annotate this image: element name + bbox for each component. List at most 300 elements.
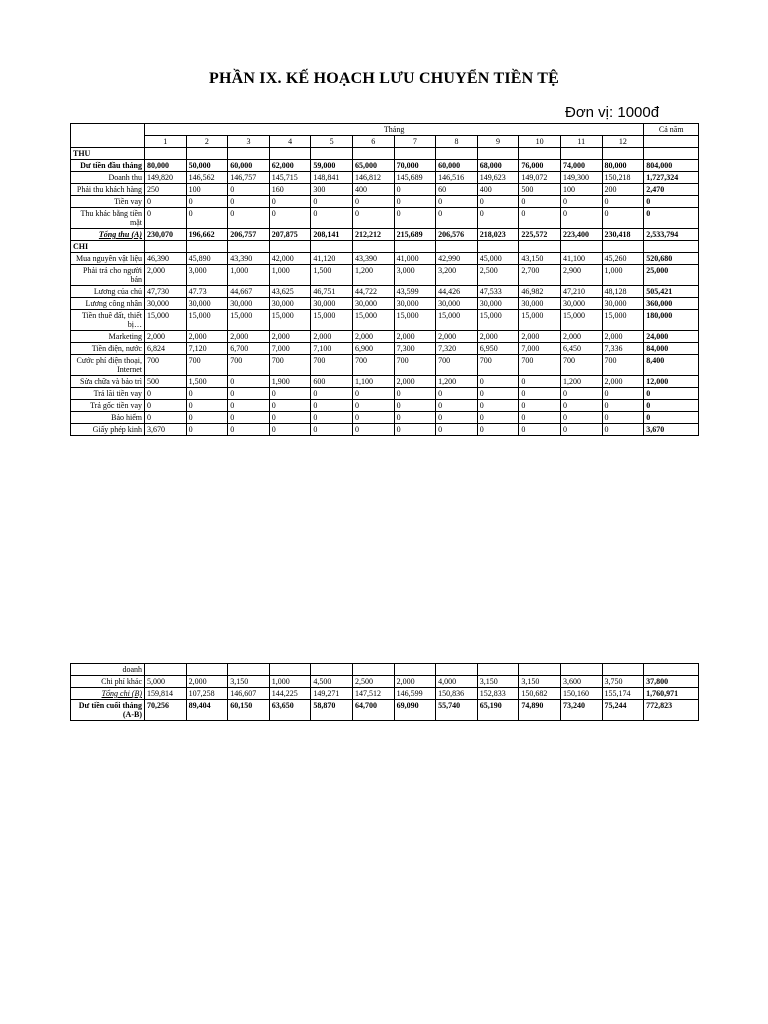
- table-cell: 2,000: [436, 331, 478, 343]
- table-cell: 206,576: [436, 229, 478, 241]
- row-label: [71, 355, 145, 376]
- table-cell: 149,300: [560, 172, 602, 184]
- table-cell: 80,000: [602, 160, 644, 172]
- table-cell: 146,516: [436, 172, 478, 184]
- table-cell: 58,870: [311, 700, 353, 721]
- row-label-text: Sửa chữa và bảo trì: [80, 377, 142, 386]
- table-cell: 30,000: [186, 298, 228, 310]
- table-cell: 2,000: [560, 331, 602, 343]
- table-cell: 15,000: [228, 310, 270, 331]
- table-cell: 45,260: [602, 253, 644, 265]
- table-cell: 0: [186, 424, 228, 436]
- table-cell: 0: [519, 412, 561, 424]
- table-cell: 47,730: [145, 286, 187, 298]
- table-cell: 700: [394, 355, 436, 376]
- empty-cell: [352, 241, 394, 253]
- table-cell: 2,000: [394, 676, 436, 688]
- year-total-cell: [644, 664, 699, 676]
- table-cell: 6,450: [560, 343, 602, 355]
- table-cell: 7,300: [394, 343, 436, 355]
- table-cell: 0: [602, 388, 644, 400]
- table-cell: [436, 664, 478, 676]
- row-label-text: Dư tiền cuối tháng (A-B): [78, 701, 142, 719]
- table-cell: 2,000: [477, 331, 519, 343]
- table-cell: 2,900: [560, 265, 602, 286]
- table-cell: 43,390: [352, 253, 394, 265]
- table-cell: 15,000: [352, 310, 394, 331]
- year-total-cell: 772,823: [644, 700, 699, 721]
- table-cell: 0: [228, 196, 270, 208]
- table-row: [71, 400, 699, 412]
- table-row: [71, 253, 699, 265]
- table-cell: 30,000: [311, 298, 353, 310]
- table-cell: 41,120: [311, 253, 353, 265]
- year-total-cell: 25,000: [644, 265, 699, 286]
- table-cell: 44,426: [436, 286, 478, 298]
- table-cell: 0: [186, 400, 228, 412]
- table-row: [71, 676, 699, 688]
- table-cell: [602, 664, 644, 676]
- table-cell: 400: [352, 184, 394, 196]
- table-cell: 160: [269, 184, 311, 196]
- table-cell: 30,000: [269, 298, 311, 310]
- row-label: [71, 229, 145, 241]
- table-row: [71, 412, 699, 424]
- table-cell: [311, 664, 353, 676]
- table-cell: 2,000: [186, 331, 228, 343]
- table-cell: 2,000: [311, 331, 353, 343]
- table-row: [71, 265, 699, 286]
- table-cell: 0: [186, 196, 228, 208]
- table-cell: 0: [311, 196, 353, 208]
- table-cell: 0: [602, 424, 644, 436]
- table-cell: 3,150: [519, 676, 561, 688]
- table-cell: 144,225: [269, 688, 311, 700]
- table-cell: 43,625: [269, 286, 311, 298]
- table-cell: 159,814: [145, 688, 187, 700]
- month-number: 10: [519, 136, 561, 148]
- year-total-cell: 1,760,971: [644, 688, 699, 700]
- table-row: [71, 331, 699, 343]
- table-cell: 3,150: [477, 676, 519, 688]
- table-row: [71, 184, 699, 196]
- table-cell: 0: [477, 412, 519, 424]
- table-cell: 0: [394, 400, 436, 412]
- row-label: [71, 424, 145, 436]
- row-label: [71, 664, 145, 676]
- table-cell: 65,000: [352, 160, 394, 172]
- table-cell: 4,000: [436, 676, 478, 688]
- table-cell: 700: [311, 355, 353, 376]
- empty-cell: [311, 241, 353, 253]
- table-cell: 0: [560, 208, 602, 229]
- row-label: [71, 676, 145, 688]
- table-cell: [269, 664, 311, 676]
- month-number: 5: [311, 136, 353, 148]
- table-cell: 0: [519, 424, 561, 436]
- table-cell: 3,200: [436, 265, 478, 286]
- year-total-cell: 0: [644, 388, 699, 400]
- empty-cell: [644, 241, 699, 253]
- empty-cell: [311, 148, 353, 160]
- empty-cell: [228, 148, 270, 160]
- table-cell: 3,150: [228, 676, 270, 688]
- table-cell: 46,390: [145, 253, 187, 265]
- table-cell: 146,562: [186, 172, 228, 184]
- table-cell: 70,256: [145, 700, 187, 721]
- table-cell: 146,607: [228, 688, 270, 700]
- table-cell: 70,000: [394, 160, 436, 172]
- table-cell: 0: [436, 196, 478, 208]
- table-cell: 43,599: [394, 286, 436, 298]
- table-cell: 1,200: [436, 376, 478, 388]
- table-cell: 44,722: [352, 286, 394, 298]
- table-cell: 150,836: [436, 688, 478, 700]
- table-cell: 4,500: [311, 676, 353, 688]
- table-cell: 0: [394, 208, 436, 229]
- row-label: [71, 400, 145, 412]
- table-cell: 48,128: [602, 286, 644, 298]
- month-number: 3: [228, 136, 270, 148]
- row-label-text: Lương của chủ: [93, 287, 142, 296]
- row-label-text: Thu khác bằng tiền mặt: [80, 209, 142, 227]
- month-number: 9: [477, 136, 519, 148]
- table-cell: 0: [269, 208, 311, 229]
- row-label: [71, 160, 145, 172]
- month-number-row: [71, 136, 699, 148]
- empty-cell: [477, 241, 519, 253]
- row-label: [71, 265, 145, 286]
- table-cell: 73,240: [560, 700, 602, 721]
- year-total-cell: 0: [644, 400, 699, 412]
- table-cell: 30,000: [519, 298, 561, 310]
- table-cell: 0: [394, 196, 436, 208]
- table-row: [71, 343, 699, 355]
- table-cell: 148,841: [311, 172, 353, 184]
- table-cell: 7,000: [519, 343, 561, 355]
- table-cell: 149,820: [145, 172, 187, 184]
- table-cell: 2,000: [145, 331, 187, 343]
- table-cell: 6,700: [228, 343, 270, 355]
- year-total-cell: 84,000: [644, 343, 699, 355]
- row-label: [71, 343, 145, 355]
- table-row: [71, 286, 699, 298]
- table-row: [71, 172, 699, 184]
- table-cell: 0: [436, 388, 478, 400]
- table-cell: 80,000: [145, 160, 187, 172]
- table-cell: 0: [228, 208, 270, 229]
- table-cell: [560, 664, 602, 676]
- table-cell: 30,000: [477, 298, 519, 310]
- table-cell: 0: [477, 376, 519, 388]
- table-cell: 0: [519, 400, 561, 412]
- section-row-thu: [71, 148, 699, 160]
- table-cell: 223,400: [560, 229, 602, 241]
- row-label-text: doanh: [122, 665, 142, 674]
- table-cell: 0: [477, 208, 519, 229]
- cash-flow-table: [70, 123, 699, 436]
- row-label: [71, 688, 145, 700]
- table-cell: 0: [228, 412, 270, 424]
- table-row: [71, 298, 699, 310]
- empty-cell: [560, 148, 602, 160]
- row-label-text: Tổng chi (B): [101, 689, 142, 698]
- table-cell: 69,090: [394, 700, 436, 721]
- table-cell: 0: [436, 424, 478, 436]
- table-cell: 500: [519, 184, 561, 196]
- table-cell: 42,990: [436, 253, 478, 265]
- table-cell: 1,000: [228, 265, 270, 286]
- table-row: [71, 229, 699, 241]
- table-cell: 43,390: [228, 253, 270, 265]
- table-cell: 0: [228, 424, 270, 436]
- table-cell: 1,200: [352, 265, 394, 286]
- table-cell: 0: [352, 400, 394, 412]
- month-number: 2: [186, 136, 228, 148]
- year-total-cell: 37,800: [644, 676, 699, 688]
- table-cell: 0: [602, 208, 644, 229]
- year-total-cell: 2,470: [644, 184, 699, 196]
- table-cell: 2,000: [519, 331, 561, 343]
- table-cell: 212,212: [352, 229, 394, 241]
- table-cell: 146,599: [394, 688, 436, 700]
- table-cell: 215,689: [394, 229, 436, 241]
- table-cell: 207,875: [269, 229, 311, 241]
- table-cell: 0: [145, 400, 187, 412]
- table-cell: 0: [436, 412, 478, 424]
- empty-cell: [602, 148, 644, 160]
- table-cell: 41,000: [394, 253, 436, 265]
- table-cell: 0: [477, 388, 519, 400]
- table-row: [71, 388, 699, 400]
- table-cell: 2,500: [477, 265, 519, 286]
- year-total-cell: 2,533,794: [644, 229, 699, 241]
- table-cell: 0: [394, 412, 436, 424]
- year-total-cell: 24,000: [644, 331, 699, 343]
- table-cell: [145, 664, 187, 676]
- table-cell: 47.73: [186, 286, 228, 298]
- table-cell: 7,120: [186, 343, 228, 355]
- row-label: [71, 208, 145, 229]
- table-cell: 0: [394, 184, 436, 196]
- row-label: [71, 331, 145, 343]
- table-cell: 155,174: [602, 688, 644, 700]
- row-label: [71, 388, 145, 400]
- table-cell: 0: [560, 424, 602, 436]
- empty-cell: [477, 148, 519, 160]
- section-label: THU: [71, 148, 145, 160]
- empty-cell: [602, 241, 644, 253]
- table-cell: 68,000: [477, 160, 519, 172]
- year-total-cell: 520,680: [644, 253, 699, 265]
- table-cell: 0: [477, 196, 519, 208]
- table-cell: 41,100: [560, 253, 602, 265]
- month-group-header: Tháng: [145, 124, 644, 136]
- table-cell: 206,757: [228, 229, 270, 241]
- table-cell: 0: [145, 208, 187, 229]
- table-cell: 150,160: [560, 688, 602, 700]
- table-cell: 15,000: [311, 310, 353, 331]
- table-cell: [519, 664, 561, 676]
- table-cell: 44,667: [228, 286, 270, 298]
- year-total-cell: 505,421: [644, 286, 699, 298]
- table-cell: 15,000: [186, 310, 228, 331]
- table-cell: 0: [186, 388, 228, 400]
- unit-label: Đơn vị: 1000đ: [565, 104, 660, 121]
- table-cell: 700: [602, 355, 644, 376]
- table-row: [71, 376, 699, 388]
- table-row: [71, 196, 699, 208]
- table-cell: 30,000: [436, 298, 478, 310]
- empty-cell: [436, 148, 478, 160]
- header-corner-cell: [71, 124, 145, 148]
- year-total-cell: 1,727,324: [644, 172, 699, 184]
- table-cell: 74,890: [519, 700, 561, 721]
- table-cell: 0: [186, 208, 228, 229]
- row-label-text: Bảo hiểm: [111, 413, 142, 422]
- table-cell: 1,500: [311, 265, 353, 286]
- table-cell: 107,258: [186, 688, 228, 700]
- table-cell: 400: [477, 184, 519, 196]
- table-cell: 0: [560, 196, 602, 208]
- year-total-cell: 0: [644, 412, 699, 424]
- table-cell: [228, 664, 270, 676]
- table-cell: 45,000: [477, 253, 519, 265]
- empty-cell: [436, 241, 478, 253]
- empty-cell: [145, 241, 187, 253]
- table-cell: 6,900: [352, 343, 394, 355]
- empty-cell: [519, 148, 561, 160]
- table-cell: 2,000: [352, 331, 394, 343]
- row-label: [71, 412, 145, 424]
- table-cell: 2,700: [519, 265, 561, 286]
- table-cell: 60,000: [228, 160, 270, 172]
- row-label: [71, 700, 145, 721]
- table-cell: 30,000: [602, 298, 644, 310]
- table-cell: 0: [436, 400, 478, 412]
- table-cell: 145,689: [394, 172, 436, 184]
- table-cell: 0: [145, 388, 187, 400]
- table-cell: 147,512: [352, 688, 394, 700]
- table-cell: 100: [560, 184, 602, 196]
- cash-flow-table-continued: [70, 663, 699, 721]
- table-cell: 7,336: [602, 343, 644, 355]
- table-cell: 46,751: [311, 286, 353, 298]
- table-cell: 3,600: [560, 676, 602, 688]
- table-cell: 3,670: [145, 424, 187, 436]
- table-cell: 2,000: [228, 331, 270, 343]
- year-total-cell: 0: [644, 196, 699, 208]
- table-cell: 30,000: [228, 298, 270, 310]
- row-label-text: Tổng thu (A): [98, 230, 142, 239]
- table-cell: 196,662: [186, 229, 228, 241]
- row-label: [71, 298, 145, 310]
- table-cell: 15,000: [477, 310, 519, 331]
- table-cell: 42,000: [269, 253, 311, 265]
- table-cell: 76,000: [519, 160, 561, 172]
- table-cell: [186, 664, 228, 676]
- table-cell: 0: [560, 388, 602, 400]
- table-cell: 1,500: [186, 376, 228, 388]
- table-cell: 0: [269, 388, 311, 400]
- table-cell: 64,700: [352, 700, 394, 721]
- table-cell: 0: [519, 196, 561, 208]
- empty-cell: [352, 148, 394, 160]
- row-label-text: Tiền điện, nước: [91, 344, 142, 353]
- month-number: 6: [352, 136, 394, 148]
- table-cell: 700: [228, 355, 270, 376]
- table-cell: 2,500: [352, 676, 394, 688]
- table-cell: 6,824: [145, 343, 187, 355]
- empty-cell: [519, 241, 561, 253]
- row-label-text: Dư tiền đầu tháng: [80, 161, 142, 170]
- table-cell: 0: [228, 388, 270, 400]
- table-cell: 2,000: [394, 376, 436, 388]
- table-row: [71, 688, 699, 700]
- table-cell: 7,000: [269, 343, 311, 355]
- table-cell: [394, 664, 436, 676]
- table-cell: 1,200: [560, 376, 602, 388]
- table-cell: 146,757: [228, 172, 270, 184]
- table-cell: 0: [311, 388, 353, 400]
- year-total-cell: 0: [644, 208, 699, 229]
- table-cell: 65,190: [477, 700, 519, 721]
- table-cell: 2,000: [602, 376, 644, 388]
- table-cell: 250: [145, 184, 187, 196]
- table-cell: 208,141: [311, 229, 353, 241]
- table-cell: 15,000: [145, 310, 187, 331]
- page-title: PHẦN IX. KẾ HOẠCH LƯU CHUYỂN TIỀN TỆ: [208, 70, 560, 87]
- table-cell: 152,833: [477, 688, 519, 700]
- empty-cell: [394, 148, 436, 160]
- table-cell: 225,572: [519, 229, 561, 241]
- table-cell: 55,740: [436, 700, 478, 721]
- table-cell: 0: [394, 388, 436, 400]
- table-cell: 0: [352, 388, 394, 400]
- row-label-text: Mua nguyên vật liệu: [76, 254, 142, 263]
- table-cell: 0: [269, 412, 311, 424]
- table-cell: 63,650: [269, 700, 311, 721]
- table-cell: 30,000: [394, 298, 436, 310]
- table-cell: 0: [436, 208, 478, 229]
- table-cell: 230,418: [602, 229, 644, 241]
- table-cell: 1,000: [269, 265, 311, 286]
- section-row-chi: [71, 241, 699, 253]
- table-cell: 30,000: [352, 298, 394, 310]
- table-row: [71, 424, 699, 436]
- table-cell: 700: [269, 355, 311, 376]
- table-cell: 0: [228, 400, 270, 412]
- table-cell: 60,000: [436, 160, 478, 172]
- table-cell: 0: [311, 400, 353, 412]
- row-label-text: Cước phí điện thoại, Internet: [76, 356, 142, 374]
- table-cell: 2,000: [145, 265, 187, 286]
- table-cell: 30,000: [560, 298, 602, 310]
- row-label-text: Marketing: [108, 332, 142, 341]
- row-label-text: Giấy phép kinh: [92, 425, 142, 434]
- month-number: 4: [269, 136, 311, 148]
- row-label-text: Trả gốc tiền vay: [90, 401, 142, 410]
- table-cell: 0: [269, 400, 311, 412]
- table-cell: 700: [352, 355, 394, 376]
- table-cell: 15,000: [394, 310, 436, 331]
- table-cell: 6,950: [477, 343, 519, 355]
- table-cell: 0: [519, 208, 561, 229]
- table-cell: 59,000: [311, 160, 353, 172]
- table-cell: 2,000: [394, 331, 436, 343]
- table-cell: 0: [477, 424, 519, 436]
- table-cell: 3,000: [186, 265, 228, 286]
